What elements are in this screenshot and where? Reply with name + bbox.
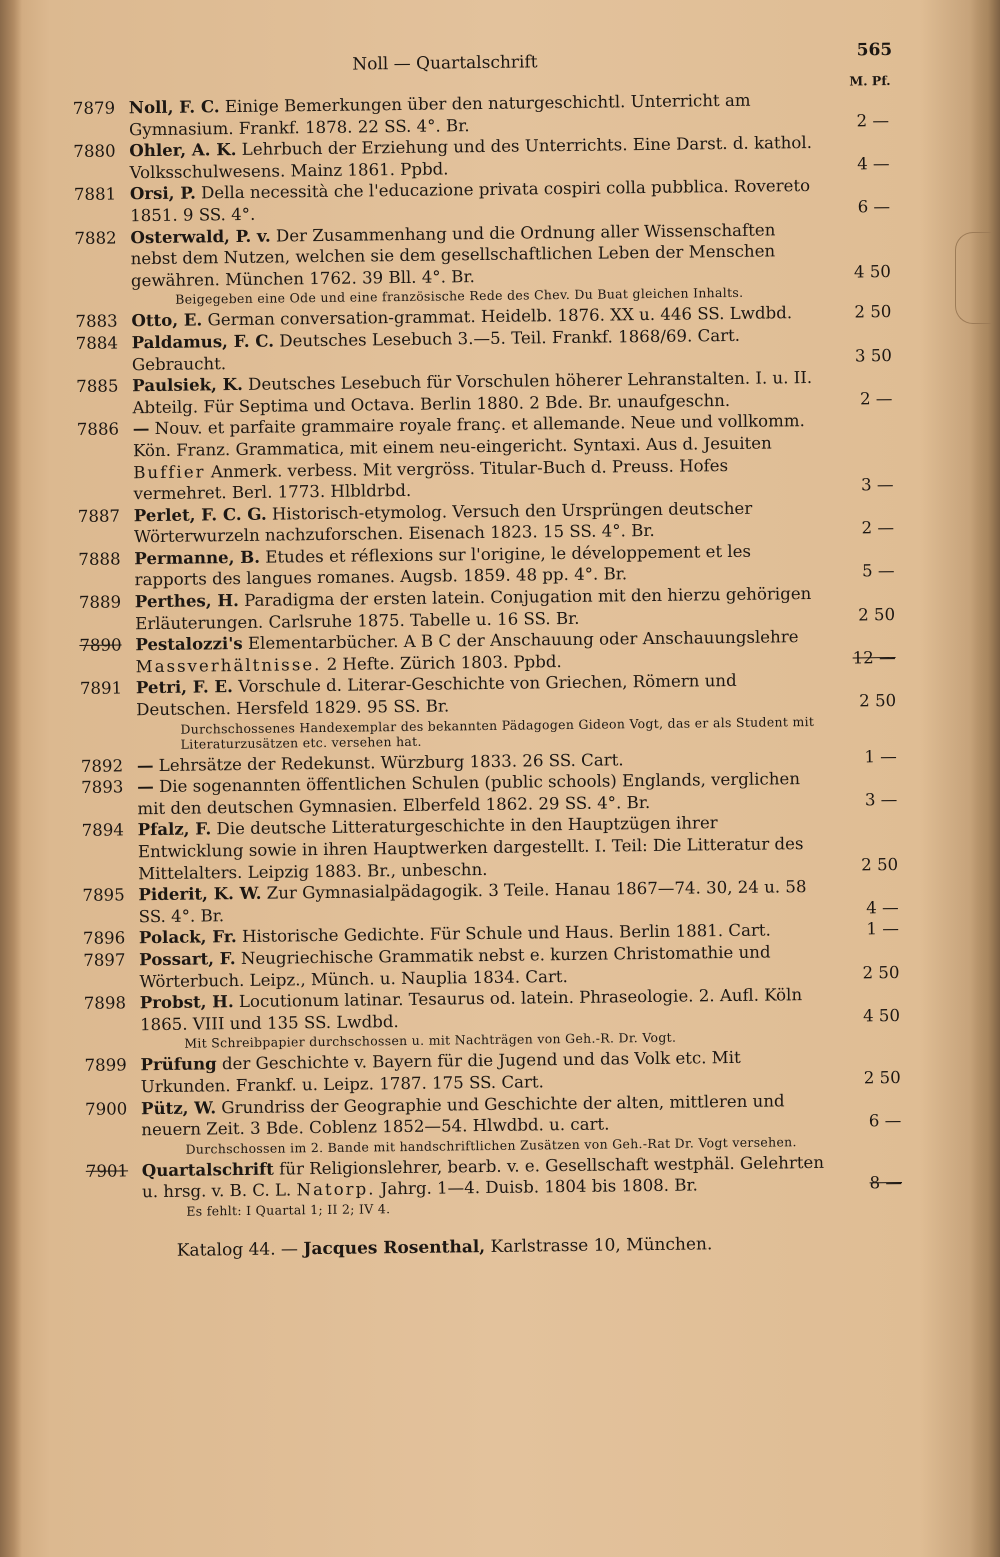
entry-price: 2 50	[862, 962, 900, 982]
entry-text: Elementarbücher. A B C der Anschauung oder Anschauungslehre	[247, 627, 799, 654]
entry-price: 4 —	[866, 897, 899, 918]
entry-author: Otto, E.	[131, 309, 203, 331]
entry-note: Es fehlt: I Quartal 1; II 2; IV 4.	[186, 1201, 391, 1219]
entry-price: 1 —	[864, 746, 897, 766]
entry-author: Noll, F. C.	[128, 96, 220, 118]
entry-spaced-name: Natorp.	[296, 1179, 376, 1200]
entry-price: 6 —	[857, 196, 891, 217]
entry-price: 1 —	[866, 919, 900, 939]
entry-price: 4 50	[853, 261, 892, 282]
entry-text: Locutionum latinar. Tesaurus od. latein. Phraseologie. 2. Aufl. Köln 1865. VIII und 135 SS. Lwdbd.	[139, 985, 803, 1034]
entry-note: Beigegeben eine Ode und eine französische Rede des Chev. Du Buat gleichen Inhalts.	[175, 285, 744, 308]
entry-author: Osterwald, P. v.	[130, 225, 271, 247]
entry-price: 3 —	[864, 789, 898, 810]
entry-price: 8 —	[869, 1173, 903, 1193]
entry-number: 7901	[85, 1161, 129, 1181]
entry-author: Perlet, F. C. G.	[133, 503, 267, 525]
entry-text: Neugriechische Grammatik nebst e. kurzen Christomathie und Wörterbuch. Leipz., Münch. u. Nauplia 1834. Cart.	[139, 942, 771, 991]
entry-text: Etudes et réflexions sur l'origine, le développement et les rapports des langues romanes. Augsb. 1859. 48 pp. 4°. Br.	[134, 541, 752, 590]
entry-author: Quartalschrift	[141, 1158, 275, 1180]
entry-price: 3 —	[860, 475, 894, 495]
entry-author: Paulsiek, K.	[132, 374, 243, 396]
entry-text-continued: Anmerk. verbess. Mit vergröss. Titular-Buch d. Preuss. Hofes vermehret. Berl. 1773. Hlbldrbd.	[133, 455, 729, 504]
entry-price: 2 —	[856, 110, 890, 131]
entry-price: 2 50	[863, 1067, 901, 1088]
entry-text: Nouv. et parfaite grammaire royale franç. et allemande. Neue und vollkomm. Kön. Franz. Grammatica, mit einem neu-eingericht. Syntaxi. Aus d. Jesuiten	[132, 411, 805, 461]
entry-author: Perthes, H.	[134, 590, 239, 612]
entry-number: 7890	[79, 635, 122, 656]
entry-number: 7886	[76, 419, 120, 440]
entry-price: 2 50	[858, 604, 896, 625]
currency-header: M. Pf.	[849, 73, 891, 89]
catalog-content	[72, 30, 903, 1263]
entry-number: 7883	[75, 311, 118, 332]
catalog-entry	[76, 409, 894, 505]
entry-price: 3 50	[854, 345, 893, 365]
entry-price: 12 —	[852, 647, 896, 668]
index-tab-outline	[955, 232, 992, 324]
entry-text: der Geschichte v. Bayern für die Jugend und das Volk etc. Mit Urkunden. Frankf. u. Leipz. 1787. 175 SS. Cart.	[140, 1048, 741, 1097]
entry-price: 5 —	[861, 561, 895, 581]
entry-price: 2 50	[854, 302, 892, 322]
entry-author: —	[132, 418, 150, 439]
entry-text: Die deutsche Litteraturgeschichte in den Hauptzügen ihrer Entwicklung sowie in ihren Hauptwerken dargestellt. I. Teil: Die Litteratur des Mittelalters. Leipzig 1883. Br., unbeschn.	[137, 813, 804, 883]
entry-number: 7881	[73, 184, 117, 205]
book-spine-shadow	[0, 0, 22, 1557]
page-number: 565	[856, 39, 893, 61]
entry-spaced-name: Buffier	[133, 461, 206, 482]
entry-number: 7900	[84, 1098, 128, 1119]
entry-author: Permanne, B.	[134, 546, 261, 569]
entry-text: Della necessità che l'educazione privata cospiri colla pubblica. Rovereto 1851. 9 SS. 4°.	[130, 176, 811, 226]
entry-price: 2 50	[859, 691, 897, 711]
entry-price: 6 —	[868, 1111, 902, 1131]
entry-text: Grundriss der Geographie und Geschichte der alten, mittleren und neuern Zeit. 3 Bde. Coblenz 1852—54. Hlwdbd. u. cart.	[141, 1090, 785, 1140]
entry-text: Zur Gymnasialpädagogik. 3 Teile. Hanau 1867—74. 30, 24 u. 58 SS. 4°. Br.	[138, 877, 807, 927]
entry-text: Die sogenannten öffentlichen Schulen (public schools) Englands, verglichen mit den deutschen Gymnasien. Elberfeld 1862. 29 SS. 4°. Br.	[137, 769, 801, 819]
entry-number: 7895	[82, 885, 125, 906]
entry-author: Pütz, W.	[140, 1096, 217, 1118]
entry-author: —	[136, 754, 154, 775]
entry-text: Lehrsätze der Redekunst. Würzburg 1833. 26 SS. Cart.	[158, 749, 624, 775]
entry-price: 4 50	[862, 1005, 901, 1026]
entry-number: 7887	[77, 506, 121, 526]
entry-number: 7891	[79, 678, 123, 699]
entry-text-continued: 2 Hefte. Zürich 1803. Ppbd.	[326, 651, 562, 674]
entry-number: 7896	[82, 928, 126, 949]
entry-text: Historisch-etymolog. Versuch den Ursprüngen deutscher Wörterwurzeln nachzuforschen. Eisenach 1823. 15 SS. 4°. Br.	[133, 498, 753, 547]
entry-number: 7899	[84, 1055, 127, 1076]
entry-number: 7892	[80, 756, 124, 776]
entry-text: Paradigma der ersten latein. Conjugation mit den hierzu gehörigen Erläuterungen. Carlsruhe 1875. Tabelle u. 16 SS. Br.	[135, 584, 812, 633]
entry-text: Der Zusammenhang und die Ordnung aller Wissenschaften nebst dem Nutzen, welchen sie dem gesellschaftlichen Leben der Menschen gewähren. München 1762. 39 Bll. 4°. Br.	[130, 219, 776, 291]
entry-list	[72, 88, 903, 1220]
running-head: Noll — Quartalschrift	[352, 52, 538, 75]
footer-address: Karlstrasse 10, München.	[490, 1234, 713, 1257]
entry-spaced-name: Massverhältnisse.	[135, 654, 322, 677]
entry-author: Petri, F. E.	[135, 676, 233, 698]
entry-author: Probst, H.	[139, 991, 234, 1013]
entry-note: Durchschossen im 2. Bande mit handschriftlichen Zusätzen von Geh.-Rat Dr. Vogt versehen.	[185, 1133, 797, 1157]
entry-number: 7888	[78, 549, 121, 569]
entry-author: Pestalozzi's	[135, 633, 243, 655]
entry-text: Lehrbuch der Erziehung und des Unterrichts. Eine Darst. d. kathol. Volksschulwesens. Mainz 1861. Ppbd.	[129, 133, 813, 183]
entry-author: Pfalz, F.	[137, 818, 212, 840]
page-footer	[87, 1232, 897, 1263]
entry-number: 7879	[72, 98, 116, 118]
entry-author: Prüfung	[140, 1053, 217, 1075]
entry-text: Historische Gedichte. Für Schule und Haus. Berlin 1881. Cart.	[241, 920, 771, 947]
entry-number: 7889	[78, 592, 122, 613]
entry-text: Einige Bemerkungen über den naturgeschichtl. Unterricht am Gymnasium. Frankf. 1878. 22 SS. 4°. Br.	[128, 90, 751, 139]
entry-author: Paldamus, F. C.	[131, 330, 275, 353]
entry-note: Durchschossenes Handexemplar des bekannten Pädagogen Gideon Vogt, das er als Student mit Literaturzusätzen etc. versehen hat.	[180, 713, 815, 752]
entry-author: Orsi, P.	[129, 182, 196, 204]
entry-author: Polack, Fr.	[138, 926, 237, 948]
entry-number: 7884	[75, 333, 119, 353]
entry-price: 4 —	[857, 153, 890, 174]
entry-author: Ohler, A. K.	[129, 139, 237, 161]
footer-catalog: Katalog 44. —	[176, 1239, 299, 1261]
entry-author: —	[137, 776, 154, 797]
entry-price: 2 —	[859, 388, 893, 409]
entry-number: 7894	[81, 820, 125, 841]
catalog-entry	[74, 218, 892, 293]
catalog-entry	[81, 810, 899, 885]
entry-number: 7897	[83, 950, 126, 970]
entry-price: 2 —	[861, 518, 895, 538]
footer-publisher: Jacques Rosenthal,	[303, 1236, 486, 1260]
entry-price: 2 50	[861, 854, 899, 875]
entry-note: Mit Schreibpapier durchschossen u. mit Nachträgen von Geh.-R. Dr. Vogt.	[184, 1030, 677, 1052]
entry-text: German conversation-grammat. Heidelb. 1876. XX u. 446 SS. Lwdbd.	[207, 303, 793, 330]
entry-text: Deutsches Lesebuch für Vorschulen höherer Lehranstalten. I. u. II. Abteilg. Für Septima und Octava. Berlin 1880. 2 Bde. Br. unaufgeschn.	[132, 368, 813, 418]
entry-number: 7898	[83, 993, 127, 1014]
entry-author: Piderit, K. W.	[138, 882, 262, 905]
entry-text-continued: Jahrg. 1—4. Duisb. 1804 bis 1808. Br.	[380, 1175, 698, 1199]
entry-number: 7893	[81, 777, 124, 798]
entry-text: Deutsches Lesebuch 3.—5. Teil. Frankf. 1868/69. Cart. Gebraucht.	[131, 325, 741, 374]
entry-text: für Religionslehrer, bearb. v. e. Gesellschaft westphäl. Gelehrten u. hrsg. v. B. C. L.	[141, 1152, 825, 1202]
entry-author: Possart, F.	[139, 948, 236, 970]
entry-text: Vorschule d. Literar-Geschichte von Griechen, Römern und Deutschen. Hersfeld 1829. 95 SS. Br.	[136, 671, 737, 720]
entry-number: 7880	[73, 141, 116, 162]
entry-number: 7885	[76, 376, 119, 397]
entry-number: 7882	[74, 228, 117, 248]
